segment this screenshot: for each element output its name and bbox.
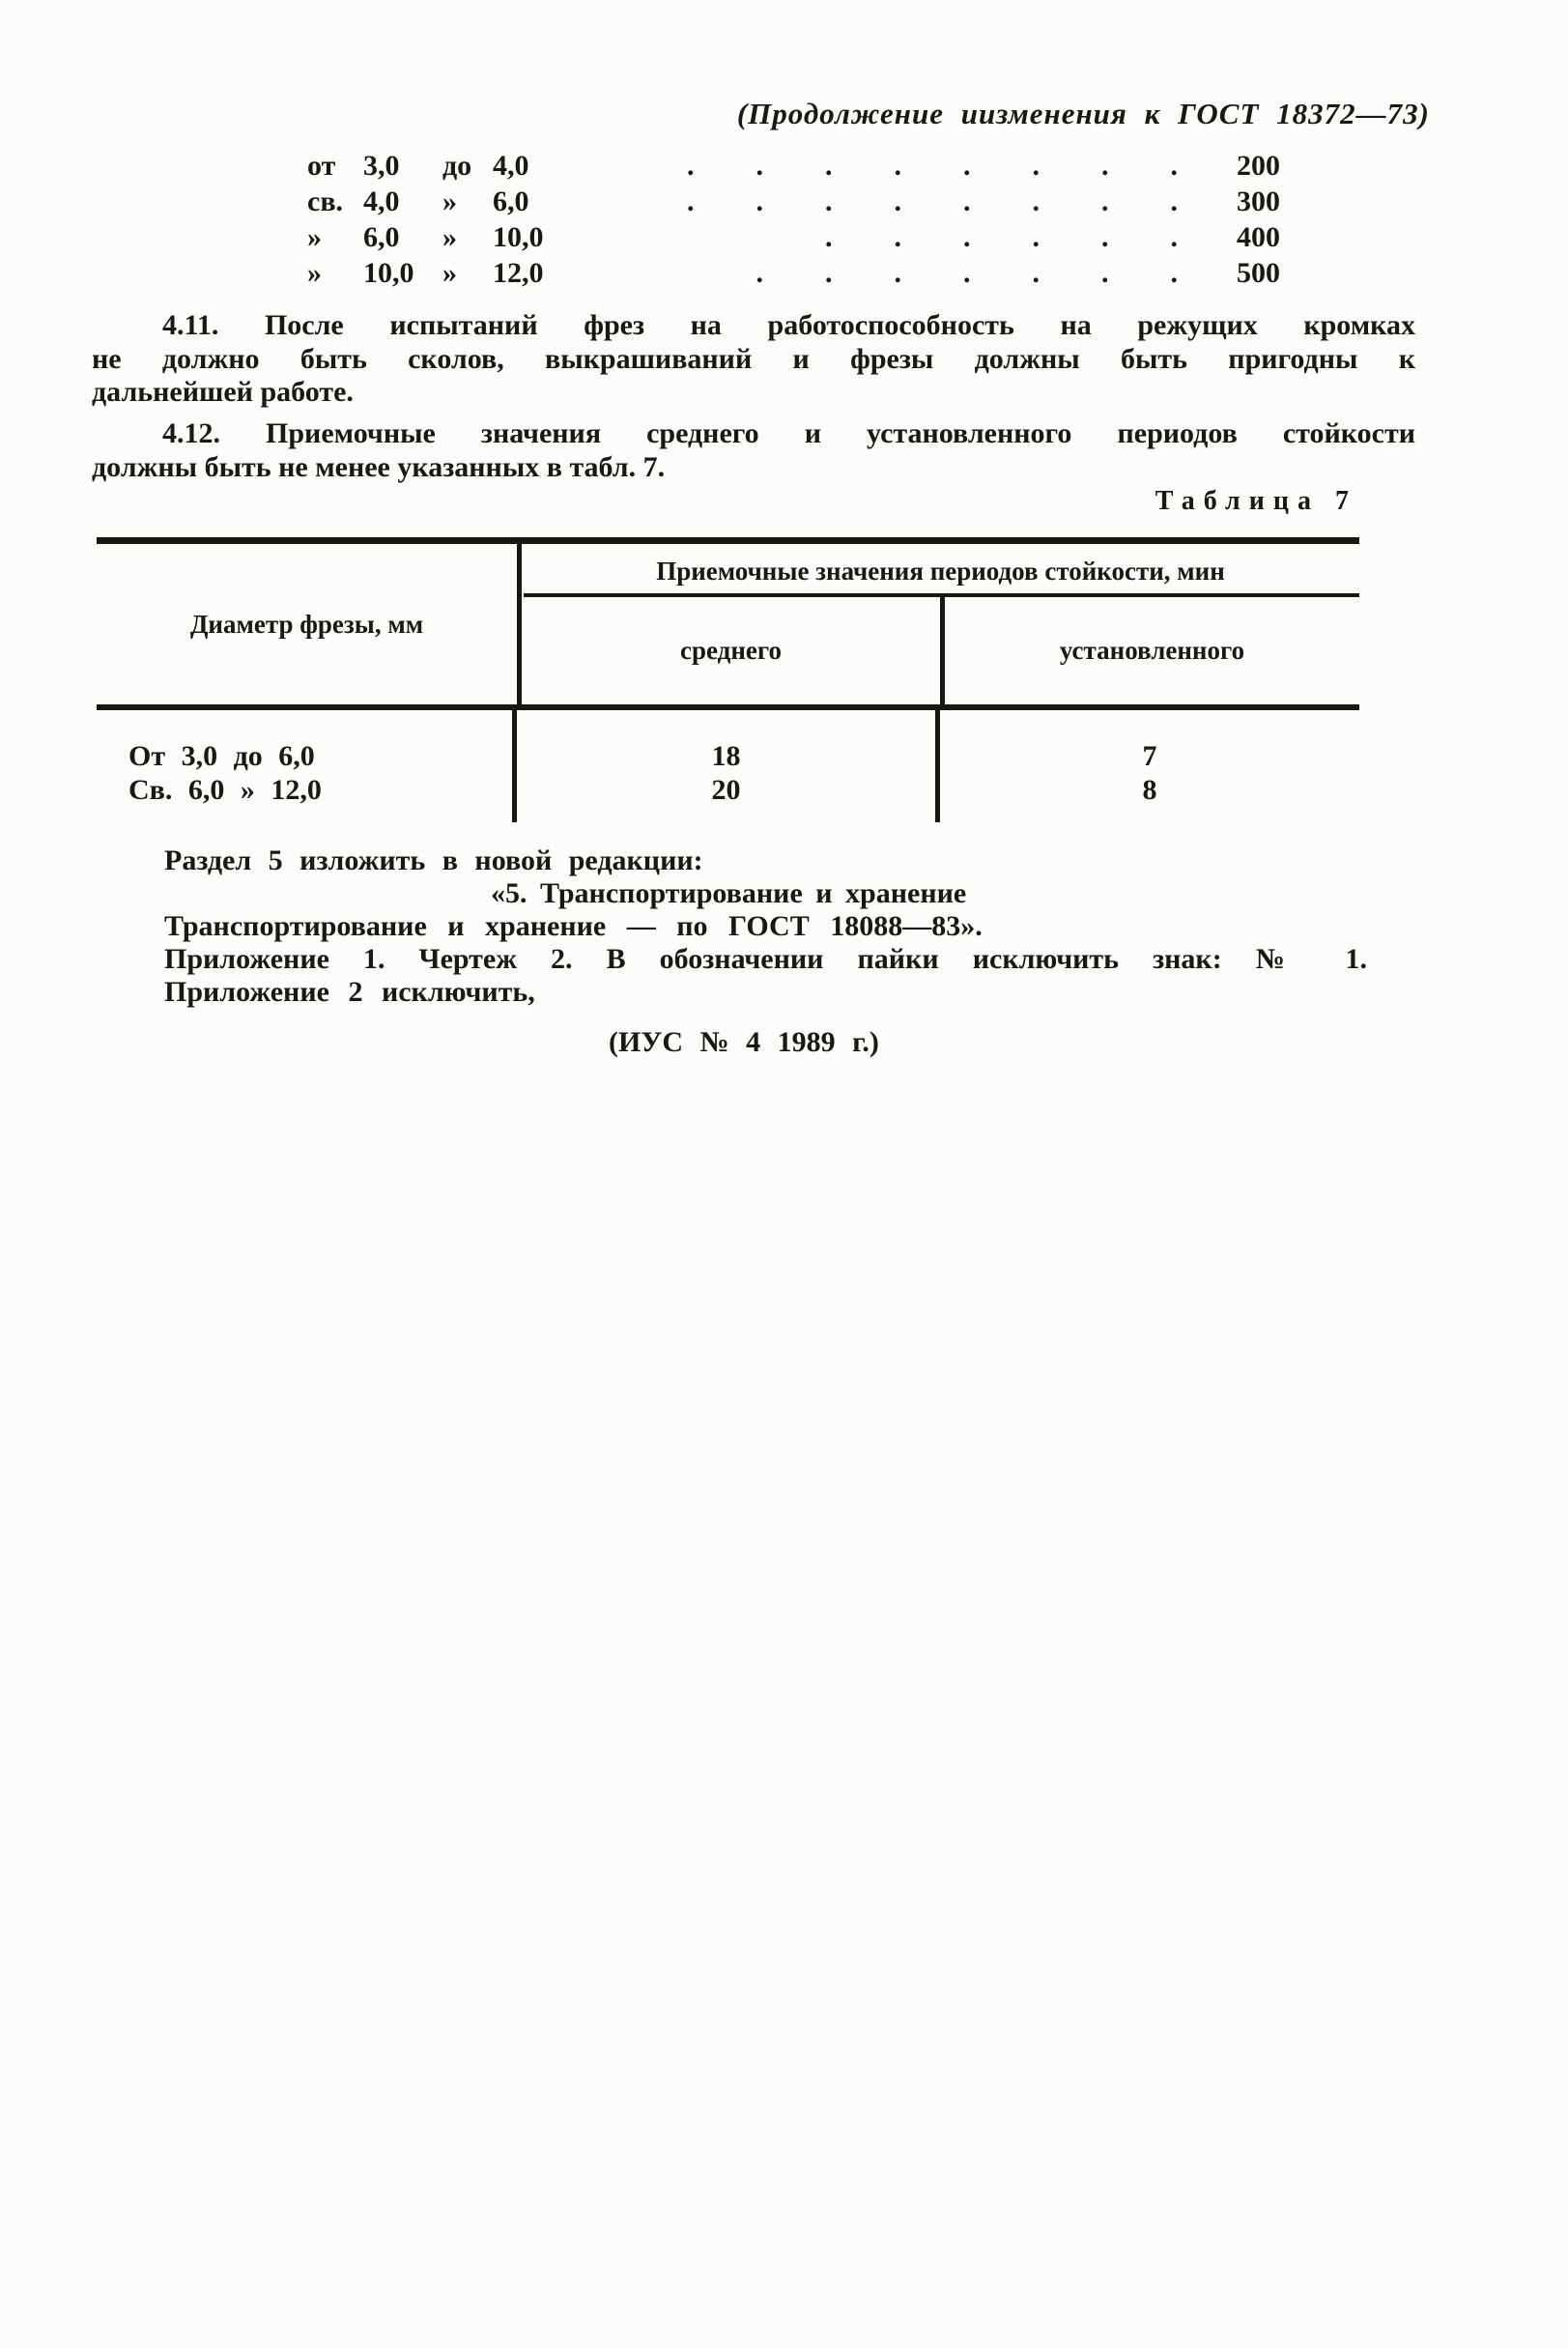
range-to: 4,0 (493, 150, 529, 182)
table-cell-average: 18 (711, 740, 741, 772)
range-to-word: » (442, 221, 457, 253)
size-list-value: 400 (1237, 221, 1280, 253)
size-list (307, 148, 1280, 291)
table-cell-diameter: Св. 6,0 » 12,0 (128, 774, 322, 806)
section5-new-title: «5. Транспортирование и хранение (491, 877, 967, 909)
table-cell-established: 7 (1142, 740, 1157, 772)
column-header-established: установленного (1059, 636, 1245, 665)
table-caption: Таблица 7 (1155, 486, 1357, 516)
diameter-column (97, 710, 517, 822)
appendix1-line: Приложение 1. Чертеж 2. В обозначении пайки исключить знак: № 1. (164, 943, 1367, 975)
size-list-value: 300 (1237, 186, 1280, 217)
range-from: 4,0 (363, 186, 400, 217)
range-to-word: » (442, 186, 457, 217)
range-prefix: » (307, 221, 322, 253)
clause-4-11-line-1: 4.11. После испытаний фрез на работоспособность на режущих кромках (162, 309, 1415, 341)
sub-headers (522, 597, 1359, 704)
table-cell-average: 20 (711, 774, 741, 806)
column-header-diameter: Диаметр фрезы, мм (97, 544, 522, 704)
continuation-note: (Продолжение иизменения к ГОСТ 18372—73) (736, 97, 1430, 130)
section5-amendment-line: Раздел 5 изложить в новой редакции: (164, 845, 703, 876)
established-column (940, 710, 1359, 822)
dot-leader: ........ (687, 150, 1240, 182)
table-cell-established: 8 (1142, 774, 1157, 806)
table-header (97, 537, 1359, 704)
dot-leader: ........ (687, 186, 1240, 217)
clause-4-12-line-1: 4.12. Приемочные значения среднего и установленного периодов стойкости (162, 417, 1415, 449)
dot-leader: ...... (825, 221, 1240, 253)
range-to: 6,0 (493, 186, 529, 217)
clause-4-11-line-2: не должно быть сколов, выкрашиваний и фрезы должны быть пригодны к (92, 342, 1415, 375)
size-list-row (307, 148, 1280, 184)
clause-4-11 (92, 309, 1415, 410)
dot-leader: ....... (755, 257, 1240, 289)
span-header-acceptance: Приемочные значения периодов стойкости, мин (656, 557, 1225, 586)
transport-storage-line: Транспортирование и хранение — по ГОСТ 18088—83». (164, 910, 983, 942)
clause-4-12-line-2: должны быть не менее указанных в табл. 7. (92, 450, 666, 483)
range-to-word: до (442, 150, 472, 182)
range-to-word: » (442, 257, 457, 289)
size-list-row (307, 255, 1280, 291)
clause-4-12 (92, 417, 1415, 484)
size-list-value: 200 (1237, 150, 1280, 182)
column-header-average: среднего (522, 597, 945, 704)
table-cell-diameter: От 3,0 до 6,0 (128, 740, 315, 772)
range-to: 12,0 (493, 257, 544, 289)
range-from: 6,0 (363, 221, 400, 253)
range-prefix: » (307, 257, 322, 289)
appendix2-line: Приложение 2 исключить, (164, 976, 535, 1008)
size-list-value: 500 (1237, 257, 1280, 289)
range-from: 10,0 (363, 257, 414, 289)
range-from: 3,0 (363, 150, 400, 182)
acceptance-table (97, 537, 1359, 822)
average-column (517, 710, 940, 822)
clause-4-11-line-3: дальнейшей работе. (92, 376, 354, 408)
range-prefix: от (307, 150, 336, 182)
issue-note: (ИУС № 4 1989 г.) (609, 1026, 879, 1058)
table-body (97, 710, 1359, 822)
range-prefix: св. (307, 186, 344, 217)
range-to: 10,0 (493, 221, 544, 253)
table-header-right (522, 544, 1359, 704)
size-list-row (307, 219, 1280, 255)
size-list-row (307, 184, 1280, 219)
